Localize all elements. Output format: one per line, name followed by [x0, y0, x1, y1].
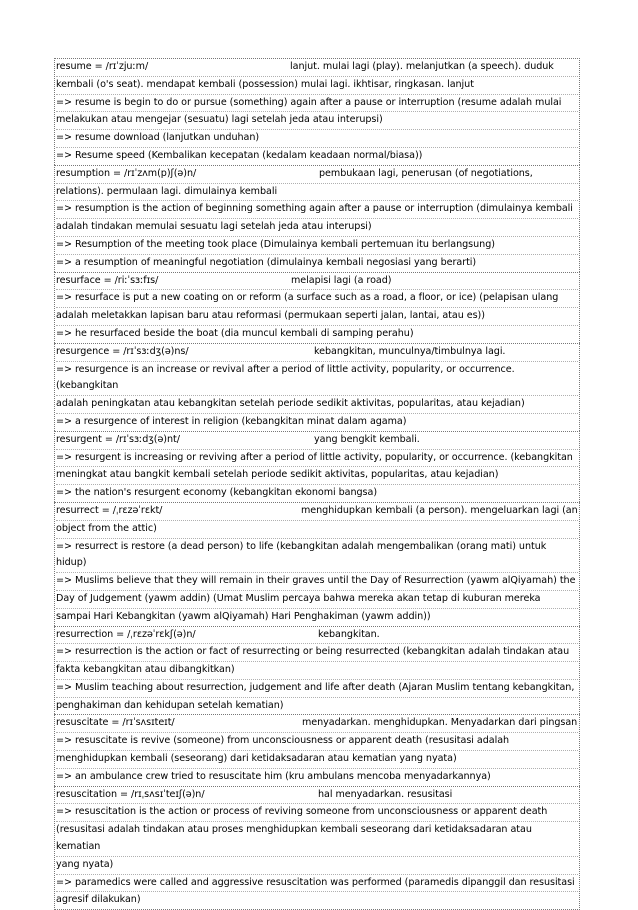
entry-line: => he resurfaced beside the boat (dia muncul kembali di samping perahu): [56, 327, 414, 339]
entry-term: resurface = /riːˈsɜːfɪs/: [56, 274, 159, 286]
entry-line: melakukan atau mengejar (sesuatu) lagi setelah jeda atau interupsi): [56, 112, 578, 130]
entry-line: => resurrect is restore (a dead person) to life (kebangkitan adalah mengembalikan (orang mati) untuk hidup): [56, 539, 578, 574]
entry-line: meningkat atau bangkit kembali setelah periode sedikit aktivitas, popularitas, atau kejadian): [56, 467, 578, 485]
entry-line: => the nation's resurgent economy (kebangkitan ekonomi bangsa): [56, 487, 378, 499]
entry-line: => resuscitate is revive (someone) from unconsciousness or apparent death (resusitasi adalah: [56, 733, 578, 751]
entry-line: sampai Hari Kebangkitan (yawm alQiyamah) Hari Penghakiman (yawm addin)): [56, 610, 431, 622]
glossary-entry: [54, 431, 580, 502]
entry-translation: melapisi lagi (a road): [291, 274, 392, 286]
entry-line: => resurrection is the action or fact of resurrecting or being resurrected (kebangkitan adalah tindakan atau: [56, 644, 578, 662]
entry-line: => a resurgence of interest in religion (kebangkitan minat dalam agama): [56, 415, 407, 427]
entry-line: => resurface is put a new coating on or reform (a surface such as a road, a floor, or ice) (pelapisan ulang: [56, 290, 578, 308]
entry-headline: [56, 787, 578, 805]
entry-headline: [56, 344, 578, 362]
glossary-entry: [54, 786, 580, 910]
entry-line: adalah peningkatan atau kebangkitan setelah periode sedikit aktivitas, popularitas, atau kejadian): [56, 396, 578, 414]
entry-line: => Resume speed (Kembalikan kecepatan (kedalam keadaan normal/biasa)): [56, 149, 423, 161]
entry-line: kembali (o's seat). mendapat kembali (possession) mulai lagi. ikhtisar, ringkasan. lanjut: [56, 77, 578, 95]
entry-headline: [56, 503, 578, 521]
entry-translation: menghidupkan kembali (a person). mengeluarkan lagi (an: [301, 504, 578, 516]
entry-line: => an ambulance crew tried to resuscitate him (kru ambulans mencoba menyadarkannya): [56, 770, 491, 782]
entry-line: fakta kebangkitan atau dibangkitkan): [56, 662, 578, 680]
entry-line: => Resumption of the meeting took place (Dimulainya kembali pertemuan itu berlangsung): [56, 237, 578, 255]
entry-headline: [56, 432, 578, 450]
entry-term: resume = /rɪˈzjuːm/: [56, 61, 149, 72]
glossary-entry: [54, 343, 580, 431]
entry-translation: menyadarkan. menghidupkan. Menyadarkan dari pingsan: [302, 717, 578, 729]
glossary-entry: [54, 58, 580, 165]
entry-headline: [56, 59, 578, 77]
entry-line: => resurgence is an increase or revival after a period of little activity, popularity, or occurrence. (kebangkitan: [56, 362, 578, 397]
entry-line: object from the attic): [56, 521, 578, 539]
entry-term: resuscitate = /rɪˈsʌsɪteɪt/: [56, 717, 175, 729]
glossary-entry: [54, 272, 580, 343]
entry-translation: yang bengkit kembali.: [314, 433, 420, 445]
entry-line: adalah tindakan memulai sesuatu lagi setelah jeda atau interupsi): [56, 219, 578, 237]
entry-line: => Muslim teaching about resurrection, judgement and life after death (Ajaran Muslim tentang kebangkitan,: [56, 680, 578, 698]
entry-line: => paramedics were called and aggressive resuscitation was performed (paramedis dipanggil dan resusitasi: [56, 875, 578, 893]
glossary-entry: [54, 165, 580, 272]
entry-translation: kebangkitan, munculnya/timbulnya lagi.: [314, 345, 506, 357]
entry-term: resurrection = /ˌrɛzəˈrɛkʃ(ə)n/: [56, 628, 196, 640]
entry-term: resurgence = /rɪˈsɜːdʒ(ə)ns/: [56, 345, 189, 357]
entry-headline: [56, 273, 578, 291]
entry-line: relations). permulaan lagi. dimulainya kembali: [56, 184, 578, 202]
glossary-page: [54, 58, 580, 910]
entry-line: Day of Judgement (yawm addin) (Umat Muslim percaya bahwa mereka akan tetap di kuburan mereka: [56, 591, 578, 609]
entry-line: => resurgent is increasing or reviving after a period of little activity, popularity, or occurrence. (kebangkitan: [56, 450, 578, 468]
entry-line: (resusitasi adalah tindakan atau proses menghidupkan kembali seseorang dari ketidaksadaran atau kematian: [56, 822, 578, 857]
entry-line: => resume download (lanjutkan unduhan): [56, 130, 578, 148]
entry-translation: lanjut. mulai lagi (play). melanjutkan (a speech). duduk: [290, 61, 554, 72]
glossary-entry: [54, 714, 580, 785]
entry-translation: hal menyadarkan. resusitasi: [318, 788, 453, 800]
entry-translation: pembukaan lagi, penerusan (of negotiations,: [319, 167, 533, 179]
entry-translation: kebangkitan.: [318, 628, 380, 640]
entry-line: penghakiman dan kehidupan setelah kematian): [56, 699, 284, 711]
entry-headline: [56, 627, 578, 645]
entry-line: => a resumption of meaningful negotiation (dimulainya kembali negosiasi yang berarti): [56, 256, 477, 268]
entry-line: yang nyata): [56, 857, 578, 875]
entry-line: => resume is begin to do or pursue (something) again after a pause or interruption (resume adalah mulai: [56, 95, 578, 113]
entry-headline: [56, 715, 578, 733]
entry-term: resumption = /rɪˈzʌm(p)ʃ(ə)n/: [56, 167, 197, 179]
entry-term: resurrect = /ˌrɛzəˈrɛkt/: [56, 504, 163, 516]
entry-term: resurgent = /rɪˈsɜːdʒ(ə)nt/: [56, 433, 180, 445]
entry-line: => resuscitation is the action or process of reviving someone from unconsciousness or apparent death: [56, 804, 578, 822]
entry-term: resuscitation = /rɪˌsʌsɪˈteɪʃ(ə)n/: [56, 788, 205, 800]
entry-line: menghidupkan kembali (seseorang) dari ketidaksadaran atau kematian yang nyata): [56, 751, 578, 769]
entry-line: adalah meletakkan lapisan baru atau reformasi (permukaan seperti jalan, lantai, atau es)): [56, 308, 578, 326]
entry-line: => Muslims believe that they will remain in their graves until the Day of Resurrection (yawm alQiyamah) the: [56, 573, 578, 591]
entry-headline: [56, 166, 578, 184]
entry-line: => resumption is the action of beginning something again after a pause or interruption (dimulainya kembali: [56, 201, 578, 219]
glossary-entry: [54, 626, 580, 715]
entry-line: agresif dilakukan): [56, 894, 141, 906]
glossary-entry: [54, 502, 580, 626]
